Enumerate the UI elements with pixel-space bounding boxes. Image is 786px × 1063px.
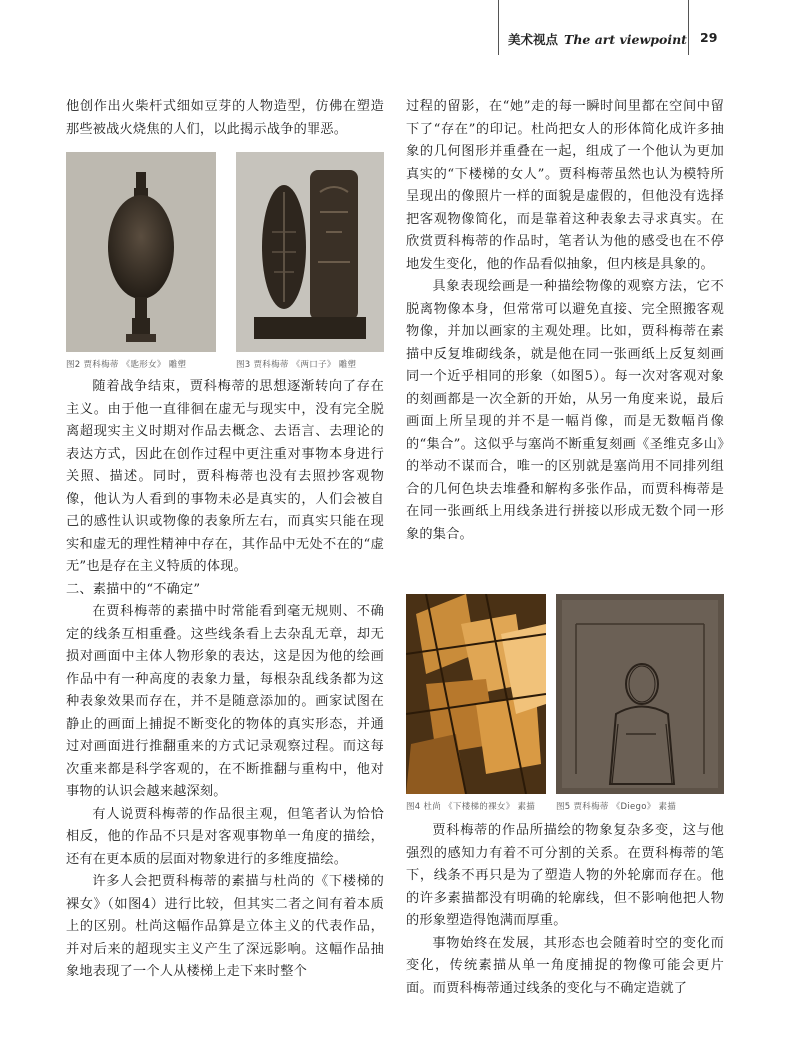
section-heading: 二、素描中的“不确定” [66,581,201,597]
header-divider-left [498,0,499,55]
page-number: 29 [700,30,718,45]
figure-5-image [556,594,724,794]
paragraph: 他创作出火柴杆式细如豆芽的人物造型，仿佛在塑造那些被战火烧焦的人们，以此揭示战争的罪恶。 [66,99,384,137]
paragraph: 过程的留影，在“她”走的每一瞬时间里都在空间中留下了“存在”的印记。杜尚把女人的形体简化成许多抽象的几何图形并重叠在一起，组成了一个他认为更加真实的“下楼梯的女人”。贾科梅蒂虽然也认为模特所呈现出的像照片一样的面貌是虚假的，但他没有选择把客观物像简化，而是靠着这种表象去寻求真实。在欣赏贾科梅蒂的作品时，笔者认为他的感受也在不停地发生变化，他的作品看似抽象，但内核是具象的。 [406,99,724,272]
figure-4-image [406,594,546,794]
running-header [508,30,687,48]
paragraph: 许多人会把贾科梅蒂的素描与杜尚的《下楼梯的裸女》（如图4）进行比较，但其实二者之间有着本质上的区别。杜尚这幅作品算是立体主义的代表作品，并对后来的超现实主义产生了深远影响。这幅作品抽象地表现了一个人从楼梯上走下来时整个 [66,874,384,979]
spoon-woman-sculpture [66,152,216,352]
left-column-top [66,96,384,141]
nude-descending-staircase-painting [406,594,546,794]
right-column-bottom [406,820,724,1000]
right-column-top [406,96,724,546]
header-divider-right [688,0,689,55]
header-title-cn: 美术视点 [508,32,559,47]
figure-5-caption: 图5 贾科梅蒂 《Diego》 素描 [556,802,677,812]
paragraph: 贾科梅蒂的作品所描绘的物象复杂多变，这与他强烈的感知力有着不可分割的关系。在贾科梅蒂的笔下，线条不再只是为了塑造人物的外轮廓而存在。他的许多素描都没有明确的轮廓线，但不影响他把人物的形象塑造得饱满而厚重。 [406,823,724,928]
header-title-en: The art viewpoint [564,32,687,47]
left-column-body [66,376,384,984]
figure-2-image [66,152,216,352]
couple-sculpture [236,152,384,352]
paragraph: 具象表现绘画是一种描绘物像的观察方法，它不脱离物像本身，但常常可以避免直接、完全照搬客观物像，并加以画家的主观处理。比如，贾科梅蒂在素描中反复堆砌线条，就是他在同一张画纸上反复刻画同一个近乎相同的形象（如图5）。每一次对客观对象的刻画都是一次全新的开始，从另一角度来说，最后画面上所呈现的并不是一幅肖像，而是无数幅肖像的“集合”。这似乎与塞尚不断重复刻画《圣维克多山》的举动不谋而合，唯一的区别就是塞尚用不同排列组合的几何色块去堆叠和解构多张作品，而贾科梅蒂是在同一张画纸上用线条进行拼接以形成无数个同一形象的集合。 [406,279,724,542]
figure-4-caption: 图4 杜尚 《下楼梯的裸女》 素描 [406,802,536,812]
paragraph: 事物始终在发展，其形态也会随着时空的变化而变化，传统素描从单一角度捕捉的物像可能会更片面。而贾科梅蒂通过线条的变化与不确定造就了 [406,935,724,996]
paragraph: 随着战争结束，贾科梅蒂的思想逐渐转向了存在主义。由于他一直徘徊在虚无与现实中，没有完全脱离超现实主义时期对作品去概念、去语言、去理论的表达方式，因此在创作过程中更注重对事物本身进行关照、描述。同时，贾科梅蒂也没有去照抄客观物像，他认为人看到的事物未必是真实的，人们会被自己的感性认识或物像的表象所左右，而真实只能在现实和虚无的理性精神中存在，其作品中无处不在的“虚无”也是存在主义特质的体现。 [66,379,384,574]
diego-drawing [556,594,724,794]
figure-3-image [236,152,384,352]
paragraph: 有人说贾科梅蒂的作品很主观，但笔者认为恰恰相反，他的作品不只是对客观事物单一角度的描绘，还有在更本质的层面对物象进行的多维度描绘。 [66,806,384,867]
paragraph: 在贾科梅蒂的素描中时常能看到毫无规则、不确定的线条互相重叠。这些线条看上去杂乱无章，却无损对画面中主体人物形象的表达，这是因为他的绘画作品中有一种高度的表象力量，每根杂乱线条都为这种表象效果而存在，并不是随意添加的。画家试图在静止的画面上捕捉不断变化的物体的真实形态，并通过对画面进行推翻重来的方式记录观察过程。而这每次重来都是科学客观的，在不断推翻与重构中，他对事物的认识会越来越深刻。 [66,604,384,799]
figure-3-caption: 图3 贾科梅蒂 《两口子》 雕塑 [236,360,357,370]
figure-2-caption: 图2 贾科梅蒂 《匙形女》 雕塑 [66,360,187,370]
